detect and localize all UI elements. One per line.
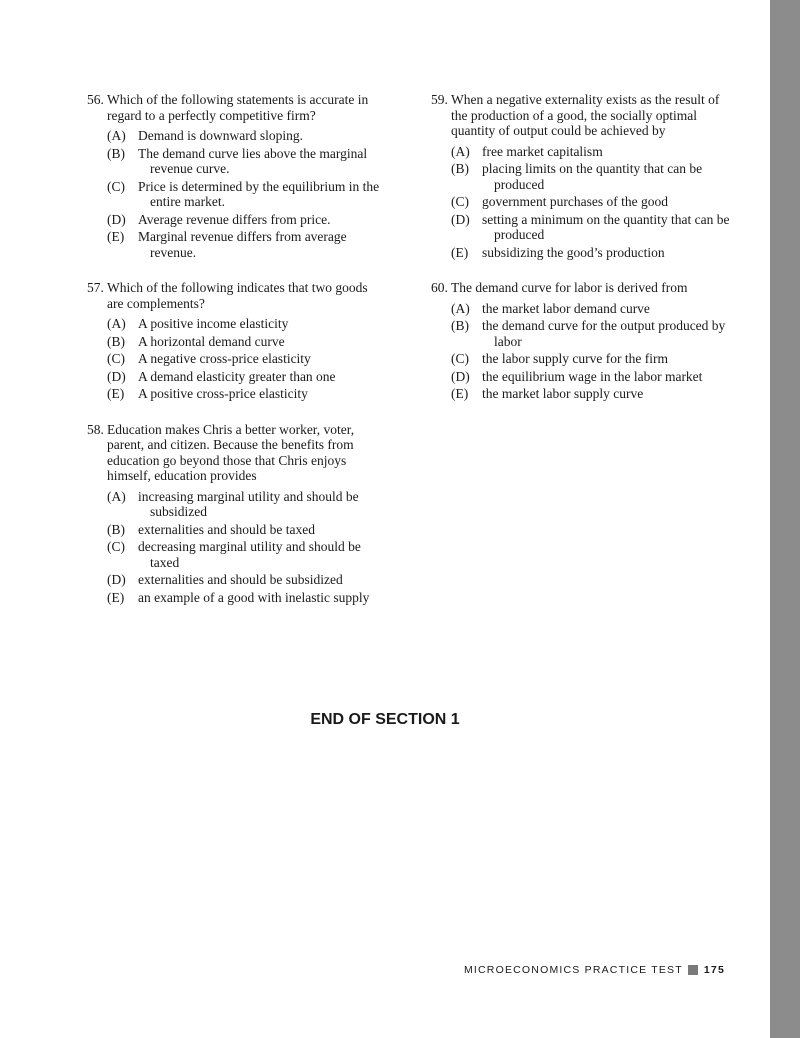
choice-letter: (A) bbox=[107, 488, 126, 504]
question-text: Which of the following indicates that two goods are complements? bbox=[107, 280, 368, 311]
choice-text: increasing marginal utility and should be subsidized bbox=[138, 488, 359, 519]
choice-text: Demand is downward sloping. bbox=[138, 128, 303, 143]
choice-letter: (B) bbox=[107, 521, 125, 537]
choice-letter: (E) bbox=[107, 589, 125, 605]
choice-d bbox=[107, 572, 387, 588]
choice-text: A positive income elasticity bbox=[138, 316, 289, 331]
choice-letter: (E) bbox=[107, 229, 125, 244]
choice-text: The demand curve lies above the marginal revenue curve. bbox=[138, 145, 368, 176]
answer-choices bbox=[107, 316, 387, 402]
question-number: 57. bbox=[87, 280, 104, 295]
choice-letter: (C) bbox=[107, 539, 125, 554]
right-column bbox=[431, 92, 731, 422]
choice-letter: (E) bbox=[451, 244, 469, 260]
choice-letter: (C) bbox=[451, 351, 469, 366]
choice-text: government purchases of the good bbox=[482, 194, 668, 209]
choice-letter: (A) bbox=[451, 300, 470, 316]
answer-choices bbox=[451, 144, 731, 261]
question-59 bbox=[431, 92, 731, 260]
choice-letter: (D) bbox=[451, 211, 470, 227]
choice-text: the demand curve for the output produced by labor bbox=[482, 318, 726, 349]
page-footer bbox=[464, 964, 725, 976]
choice-b bbox=[451, 318, 731, 349]
question-text: Education makes Chris a better worker, voter, parent, and citizen. Because the benefits from education go beyond those that Chris enjoys himself, education provides bbox=[107, 421, 355, 483]
choice-c bbox=[107, 351, 387, 367]
choice-text: setting a minimum on the quantity that can be produced bbox=[482, 211, 730, 242]
question-stem bbox=[87, 280, 387, 311]
question-57 bbox=[87, 280, 387, 402]
choice-e bbox=[107, 229, 387, 260]
question-number: 60. bbox=[431, 280, 448, 295]
choice-d bbox=[107, 212, 387, 228]
choice-letter: (B) bbox=[107, 145, 125, 161]
choice-d bbox=[451, 212, 731, 243]
question-text: The demand curve for labor is derived from bbox=[451, 280, 688, 295]
choice-e bbox=[451, 386, 731, 402]
choice-b bbox=[107, 334, 387, 350]
choice-text: A negative cross-price elasticity bbox=[138, 351, 311, 366]
choice-letter: (B) bbox=[451, 318, 469, 333]
choice-e bbox=[107, 590, 387, 606]
choice-text: the market labor demand curve bbox=[482, 300, 650, 316]
footer-label: MICROECONOMICS PRACTICE TEST bbox=[463, 964, 683, 976]
choice-d bbox=[107, 369, 387, 385]
choice-b bbox=[107, 146, 387, 177]
question-number: 56. bbox=[87, 92, 104, 107]
choice-text: the labor supply curve for the firm bbox=[482, 351, 668, 366]
choice-text: externalities and should be taxed bbox=[138, 521, 315, 537]
choice-text: A horizontal demand curve bbox=[138, 333, 285, 349]
choice-text: the equilibrium wage in the labor market bbox=[482, 368, 703, 384]
choice-letter: (E) bbox=[107, 386, 125, 401]
choice-text: Marginal revenue differs from average revenue. bbox=[138, 229, 347, 260]
choice-b bbox=[451, 161, 731, 192]
left-column bbox=[87, 92, 387, 625]
choice-letter: (A) bbox=[451, 143, 470, 159]
choice-letter: (A) bbox=[107, 128, 126, 143]
choice-text: placing limits on the quantity that can be produced bbox=[482, 161, 703, 192]
choice-c bbox=[107, 539, 387, 570]
choice-c bbox=[451, 351, 731, 367]
choice-d bbox=[451, 369, 731, 385]
square-icon bbox=[688, 965, 698, 975]
question-number: 58. bbox=[87, 421, 104, 437]
page-number: 175 bbox=[703, 964, 725, 976]
choice-letter: (D) bbox=[107, 368, 126, 384]
choice-letter: (B) bbox=[107, 333, 125, 349]
choice-a bbox=[451, 144, 731, 160]
choice-letter: (A) bbox=[107, 316, 126, 331]
choice-c bbox=[451, 194, 731, 210]
choice-text: decreasing marginal utility and should be taxed bbox=[138, 539, 361, 570]
question-stem bbox=[431, 280, 731, 296]
choice-text: Average revenue differs from price. bbox=[138, 211, 331, 227]
choice-letter: (D) bbox=[107, 211, 126, 227]
choice-text: A demand elasticity greater than one bbox=[138, 368, 336, 384]
choice-letter: (C) bbox=[107, 351, 125, 366]
choice-text: the market labor supply curve bbox=[482, 386, 644, 401]
question-58 bbox=[87, 422, 387, 606]
choice-c bbox=[107, 179, 387, 210]
choice-text: A positive cross-price elasticity bbox=[138, 386, 308, 401]
question-56 bbox=[87, 92, 387, 260]
choice-a bbox=[107, 316, 387, 332]
answer-choices bbox=[451, 301, 731, 402]
choice-text: Price is determined by the equilibrium in the entire market. bbox=[138, 178, 380, 209]
page-edge-bar bbox=[770, 0, 800, 1038]
choice-letter: (D) bbox=[451, 368, 470, 384]
choice-b bbox=[107, 522, 387, 538]
choice-letter: (D) bbox=[107, 572, 126, 587]
choice-letter: (B) bbox=[451, 161, 469, 176]
choice-text: an example of a good with inelastic supply bbox=[138, 589, 370, 605]
choice-a bbox=[107, 489, 387, 520]
question-stem bbox=[87, 422, 387, 484]
choice-e bbox=[451, 245, 731, 261]
choice-text: subsidizing the good’s production bbox=[482, 244, 665, 260]
question-text: Which of the following statements is accurate in regard to a perfectly competitive firm? bbox=[107, 92, 369, 123]
choice-letter: (C) bbox=[107, 178, 125, 194]
end-of-section-heading: END OF SECTION 1 bbox=[310, 711, 460, 728]
question-stem bbox=[87, 92, 387, 123]
choice-text: free market capitalism bbox=[482, 143, 603, 159]
answer-choices bbox=[107, 489, 387, 606]
question-60 bbox=[431, 280, 731, 402]
choice-e bbox=[107, 386, 387, 402]
question-text: When a negative externality exists as the result of the production of a good, the socially optimal quantity of output could be achieved by bbox=[451, 92, 720, 138]
choice-letter: (C) bbox=[451, 194, 469, 209]
answer-choices bbox=[107, 128, 387, 260]
choice-a bbox=[107, 128, 387, 144]
question-number: 59. bbox=[431, 92, 448, 107]
choice-letter: (E) bbox=[451, 386, 469, 401]
question-stem bbox=[431, 92, 731, 139]
choice-a bbox=[451, 301, 731, 317]
choice-text: externalities and should be subsidized bbox=[138, 572, 343, 587]
